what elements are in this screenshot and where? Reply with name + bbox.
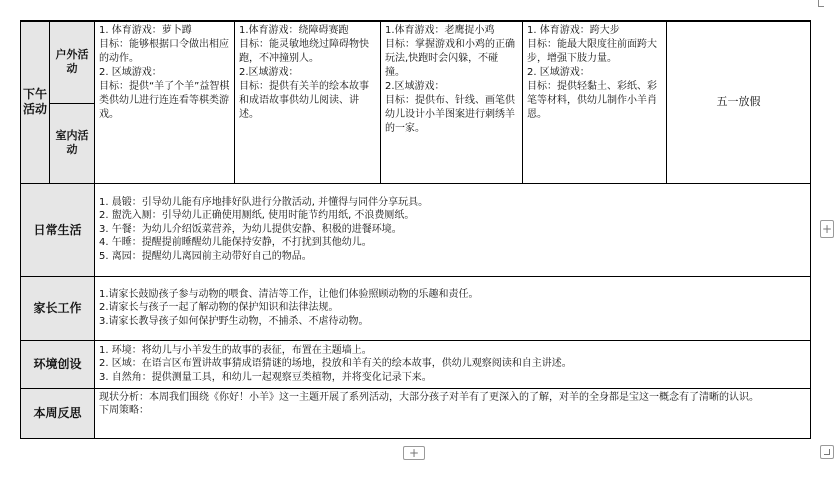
reflection-line: 下周策略：	[99, 405, 149, 416]
daily-line: 5. 离园：提醒幼儿离园前主动带好自己的物品。	[99, 250, 312, 262]
activity-line: 目标：提供布、针线、画笔供幼儿设计小羊图案进行刺绣羊的一家。	[385, 95, 515, 134]
daily-life-label: 日常生活	[21, 183, 95, 276]
daily-line: 2. 盥洗入厕：引导幼儿正确使用厕纸, 使用时能节约用纸, 不浪费厕纸。	[99, 210, 415, 222]
indoor-activity-label: 室内活动	[50, 103, 95, 183]
day-cell-tue[interactable]	[235, 21, 381, 183]
day-cell-thu[interactable]	[523, 21, 667, 183]
activity-line: 目标：能灵敏地绕过障碍物快跑，不冲撞别人。	[239, 39, 369, 64]
activity-line: 1.体育游戏：绕障碍赛跑	[239, 25, 349, 36]
add-column-button[interactable]: +	[821, 222, 833, 236]
daily-line: 4. 午睡：提醒提前睡醒幼儿能保持安静，不打扰到其他幼儿。	[99, 237, 372, 249]
table-resize-handle[interactable]	[820, 445, 834, 459]
activity-line: 目标：能最大限度往前面跨大步，增强下肢力量。	[527, 39, 657, 64]
activity-line: 1. 体育游戏：萝卜蹲	[99, 25, 192, 36]
parent-line: 1.请家长鼓励孩子参与动物的喂食、清洁等工作，让他们体验照顾动物的乐趣和责任。	[99, 288, 479, 300]
environment-line: 2. 区域：在语言区布置讲故事猜成语猜谜的场地，投放和羊有关的绘本故事，供幼儿观察阅读和自主讲述。	[99, 358, 572, 370]
environment-content[interactable]	[95, 340, 811, 388]
activity-line: 2.区域游戏：	[239, 67, 299, 78]
day-cell-fri-holiday[interactable]: 五一放假	[667, 21, 811, 183]
day-cell-mon[interactable]	[95, 21, 235, 183]
parent-line: 2.请家长与孩子一起了解动物的保护知识和法律法规。	[99, 302, 339, 314]
activity-line: 2.区域游戏：	[385, 81, 445, 92]
environment-line: 1. 环境：将幼儿与小羊发生的故事的表征，布置在主题墙上。	[99, 344, 372, 356]
activity-line: 目标：能够根据口令做出相应的动作。	[99, 39, 229, 64]
activity-line: 1. 体育游戏：跨大步	[527, 25, 620, 36]
section-corner-mark	[814, 0, 824, 8]
reflection-line: 现状分析：本周我们围绕《你好！小羊》这一主题开展了系列活动，大部分孩子对羊有了更深入的了解，对羊的全身都是宝这一概念有了清晰的认识。	[99, 391, 759, 403]
afternoon-section-label: 下午活动	[21, 21, 50, 183]
activity-line: 2. 区域游戏：	[99, 67, 162, 78]
activity-line: 2. 区域游戏：	[527, 67, 590, 78]
daily-life-content[interactable]	[95, 183, 811, 276]
daily-line: 3. 午餐：为幼儿介绍饭菜营养，为幼儿提供安静、积极的进餐环境。	[99, 223, 402, 235]
day-cell-wed[interactable]	[381, 21, 523, 183]
daily-line: 1. 晨锻：引导幼儿能有序地排好队进行分散活动, 并懂得与同伴分享玩具。	[99, 196, 429, 208]
activity-line: 1.体育游戏：老鹰捉小鸡	[385, 25, 495, 36]
parent-work-content[interactable]	[95, 276, 811, 340]
parent-line: 3.请家长教导孩子如何保护野生动物，不捕杀、不虐待动物。	[99, 315, 369, 327]
outdoor-activity-label: 户外活动	[50, 21, 95, 103]
environment-label: 环境创设	[21, 340, 95, 388]
parent-work-label: 家长工作	[21, 276, 95, 340]
activity-line: 目标：提供“羊了个羊”益智棋类供幼儿进行连连看等棋类游戏。	[99, 81, 230, 120]
add-row-button[interactable]: +	[403, 446, 425, 460]
weekly-plan-table	[20, 20, 811, 439]
environment-line: 3. 自然角：提供测量工具，和幼儿一起观察豆类植物，并将变化记录下来。	[99, 371, 432, 383]
activity-line: 目标：提供有关羊的绘本故事和成语故事供幼儿阅读、讲述。	[239, 81, 369, 120]
weekly-reflection-content[interactable]	[95, 388, 811, 438]
activity-line: 目标：提供轻黏土、彩纸、彩笔等材料，供幼儿制作小羊肖恩。	[527, 81, 657, 120]
activity-line: 目标：掌握游戏和小鸡的正确玩法,快跑时会闪躲，不碰撞。	[385, 39, 515, 78]
weekly-reflection-label: 本周反思	[21, 388, 95, 438]
